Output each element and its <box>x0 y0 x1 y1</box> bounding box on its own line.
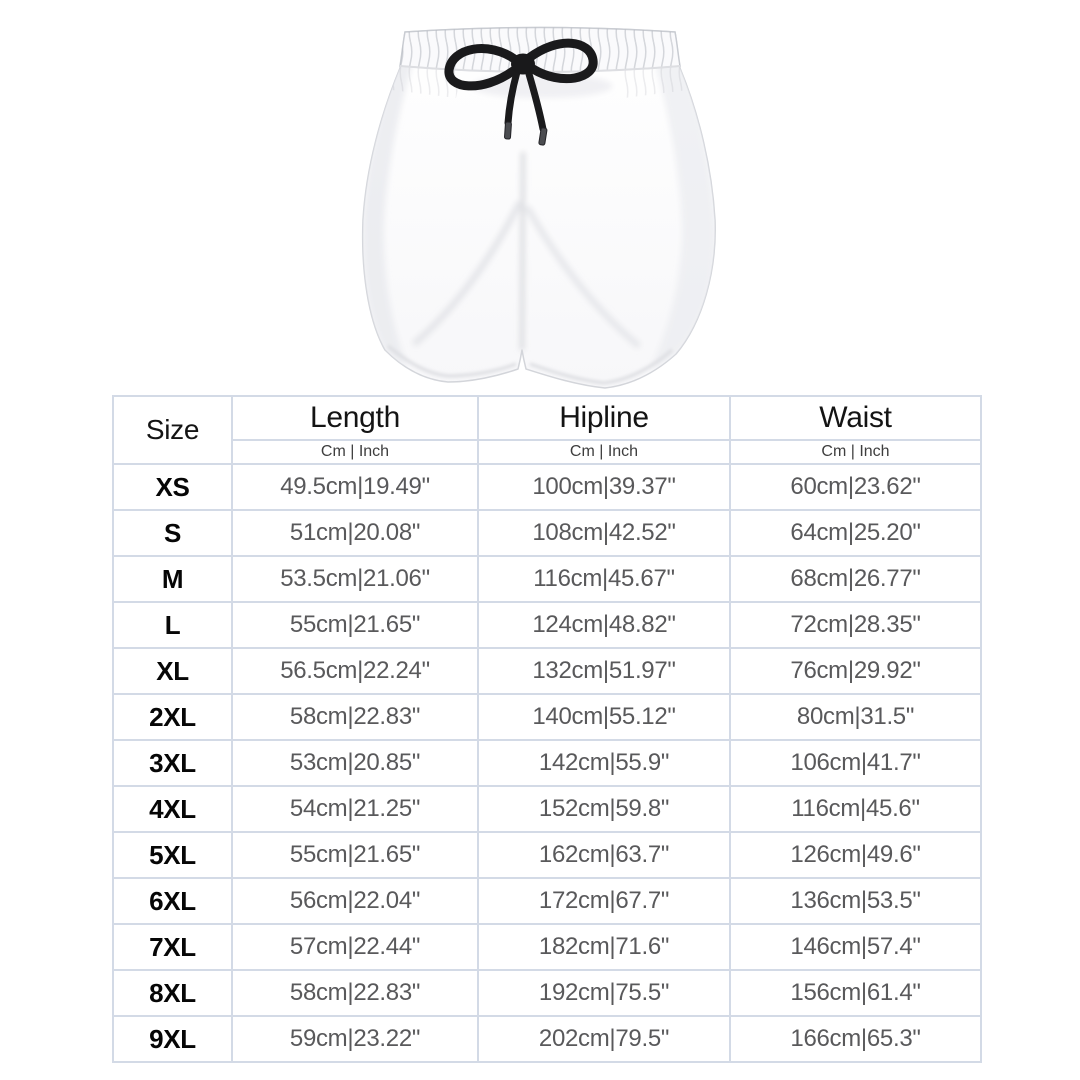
size-row <box>113 924 981 970</box>
unit-label-waist: Cm | Inch <box>730 440 981 464</box>
size-row <box>113 1016 981 1062</box>
size-cell: 5XL <box>113 832 232 878</box>
size-row <box>113 510 981 556</box>
size-cell: 8XL <box>113 970 232 1016</box>
length-cell: 51cm|20.08" <box>232 510 478 556</box>
length-cell: 57cm|22.44" <box>232 924 478 970</box>
length-cell: 58cm|22.83" <box>232 694 478 740</box>
column-header-size: Size <box>113 396 232 464</box>
hipline-cell: 108cm|42.52" <box>478 510 730 556</box>
hipline-cell: 132cm|51.97" <box>478 648 730 694</box>
waist-cell: 72cm|28.35" <box>730 602 981 648</box>
hipline-cell: 172cm|67.7" <box>478 878 730 924</box>
hipline-cell: 116cm|45.67" <box>478 556 730 602</box>
hipline-cell: 124cm|48.82" <box>478 602 730 648</box>
unit-label-hipline: Cm | Inch <box>478 440 730 464</box>
waist-cell: 76cm|29.92" <box>730 648 981 694</box>
hipline-cell: 152cm|59.8" <box>478 786 730 832</box>
hipline-cell: 162cm|63.7" <box>478 832 730 878</box>
waist-cell: 166cm|65.3" <box>730 1016 981 1062</box>
waist-cell: 106cm|41.7" <box>730 740 981 786</box>
waist-cell: 156cm|61.4" <box>730 970 981 1016</box>
size-row <box>113 694 981 740</box>
hipline-cell: 182cm|71.6" <box>478 924 730 970</box>
shorts-image <box>352 2 728 394</box>
size-cell: M <box>113 556 232 602</box>
size-cell: XL <box>113 648 232 694</box>
product-photo <box>352 2 728 394</box>
size-row <box>113 556 981 602</box>
hipline-cell: 142cm|55.9" <box>478 740 730 786</box>
waist-cell: 136cm|53.5" <box>730 878 981 924</box>
hipline-cell: 202cm|79.5" <box>478 1016 730 1062</box>
size-cell: L <box>113 602 232 648</box>
size-cell: 9XL <box>113 1016 232 1062</box>
size-row <box>113 602 981 648</box>
waist-cell: 64cm|25.20" <box>730 510 981 556</box>
length-cell: 55cm|21.65" <box>232 832 478 878</box>
size-cell: XS <box>113 464 232 510</box>
size-row <box>113 786 981 832</box>
hipline-cell: 192cm|75.5" <box>478 970 730 1016</box>
waist-cell: 80cm|31.5" <box>730 694 981 740</box>
length-cell: 56cm|22.04" <box>232 878 478 924</box>
size-cell: 4XL <box>113 786 232 832</box>
size-cell: S <box>113 510 232 556</box>
length-cell: 53.5cm|21.06" <box>232 556 478 602</box>
length-cell: 49.5cm|19.49" <box>232 464 478 510</box>
size-chart-table <box>112 395 982 1063</box>
size-cell: 7XL <box>113 924 232 970</box>
length-cell: 56.5cm|22.24" <box>232 648 478 694</box>
unit-row <box>113 440 981 464</box>
size-row <box>113 832 981 878</box>
size-cell: 6XL <box>113 878 232 924</box>
length-cell: 54cm|21.25" <box>232 786 478 832</box>
unit-label-length: Cm | Inch <box>232 440 478 464</box>
hipline-cell: 140cm|55.12" <box>478 694 730 740</box>
size-row <box>113 740 981 786</box>
waist-cell: 146cm|57.4" <box>730 924 981 970</box>
aglet-left <box>504 122 511 139</box>
waist-cell: 126cm|49.6" <box>730 832 981 878</box>
header-row <box>113 396 981 440</box>
size-cell: 3XL <box>113 740 232 786</box>
length-cell: 59cm|23.22" <box>232 1016 478 1062</box>
size-row <box>113 970 981 1016</box>
waist-cell: 116cm|45.6" <box>730 786 981 832</box>
size-row <box>113 878 981 924</box>
size-row <box>113 648 981 694</box>
column-header-waist: Waist <box>730 396 981 440</box>
waist-cell: 60cm|23.62" <box>730 464 981 510</box>
column-header-length: Length <box>232 396 478 440</box>
waist-cell: 68cm|26.77" <box>730 556 981 602</box>
length-cell: 53cm|20.85" <box>232 740 478 786</box>
hipline-cell: 100cm|39.37" <box>478 464 730 510</box>
length-cell: 58cm|22.83" <box>232 970 478 1016</box>
length-cell: 55cm|21.65" <box>232 602 478 648</box>
size-cell: 2XL <box>113 694 232 740</box>
size-row <box>113 464 981 510</box>
column-header-hipline: Hipline <box>478 396 730 440</box>
